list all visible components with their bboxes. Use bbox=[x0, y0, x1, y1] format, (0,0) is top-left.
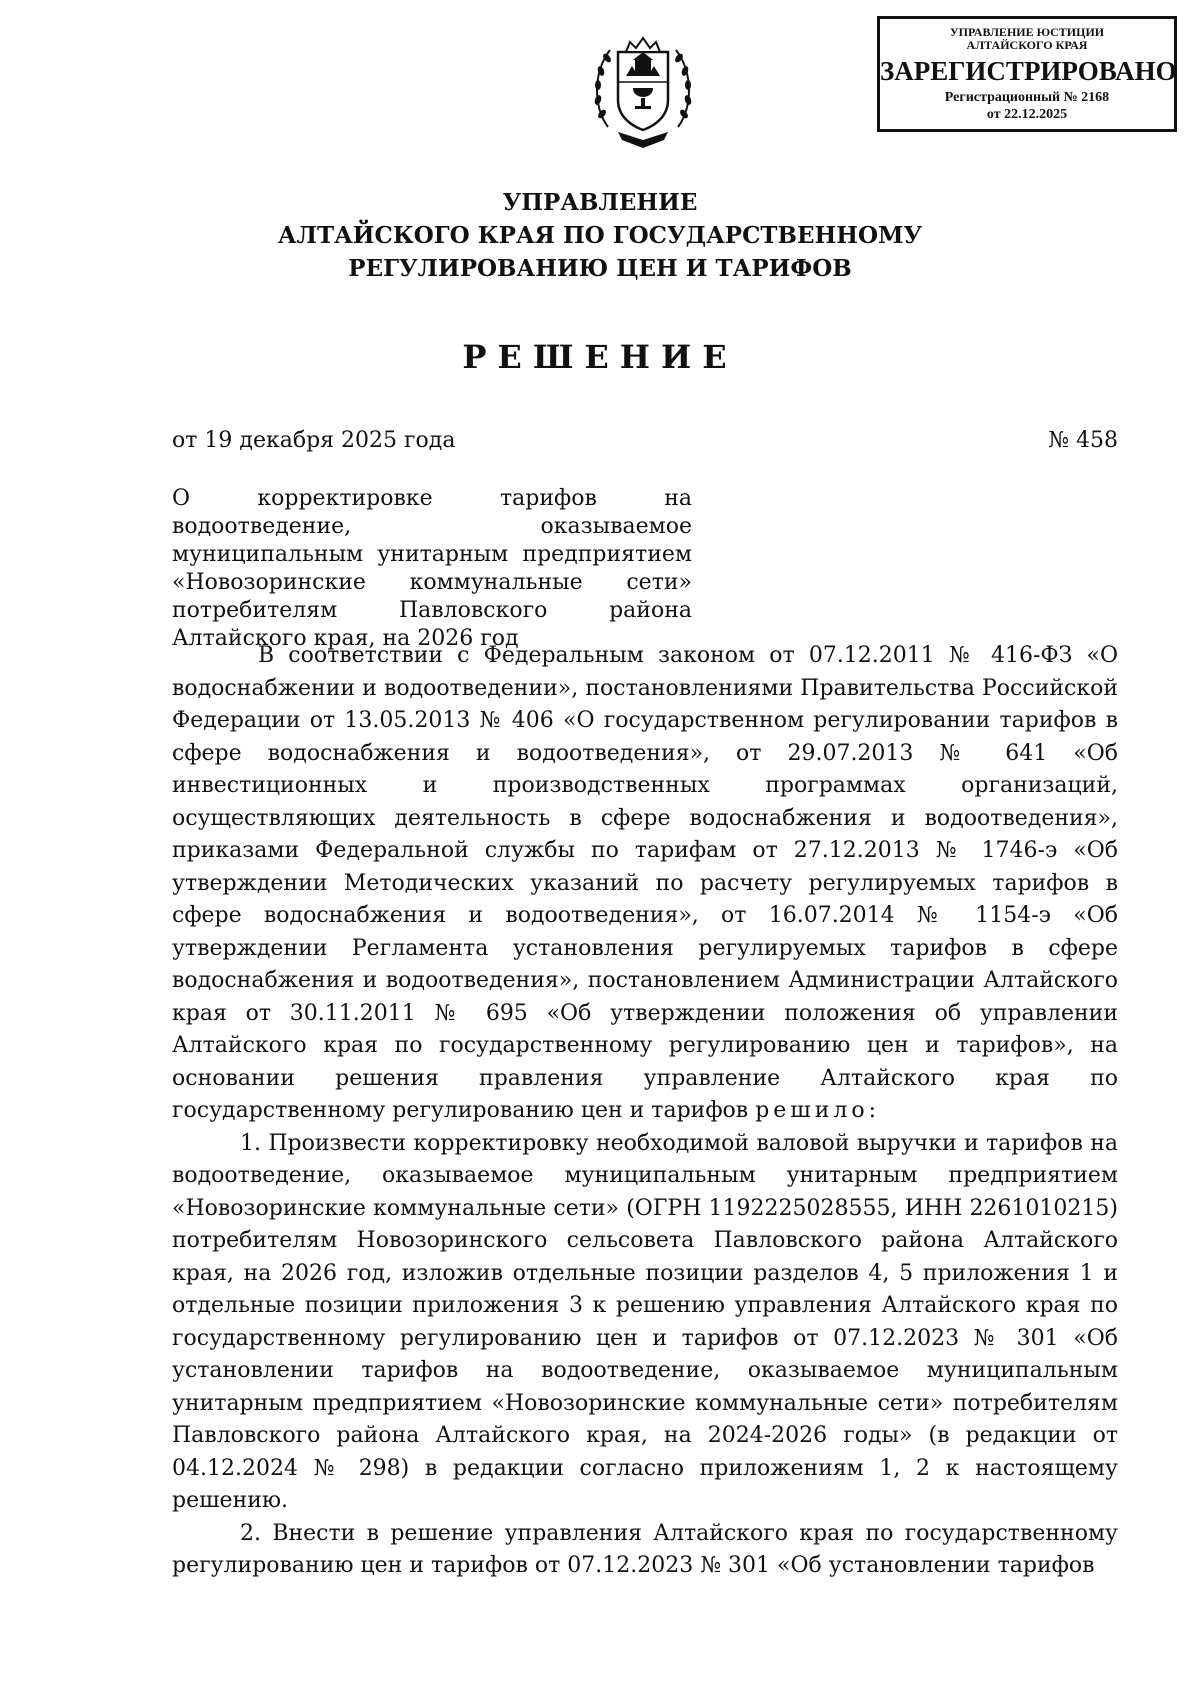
item-1-paragraph: 1. Произвести корректировку необходимой валовой выручки и тарифов на водоотведение, оказываемое муниципальным унитарным предприятием «Новозоринские коммунальные сети» (ОГРН 1192225028555, ИНН 2261010215) потребителям Новозоринского сельсовета Павловского района Алтайского края, на 2026 год, изложив отдельные позиции разделов 4, 5 приложения 1 и отдельные позиции приложения 3 к решению управления Алтайского края по государственному регулированию цен и тарифов от 07.12.2023 № 301 «Об установлении тарифов на водоотведение, оказываемое муниципальным унитарным предприятием «Новозоринские коммунальные сети» потребителям Павловского района Алтайского края, на 2024-2026 годы» (в редакции от 04.12.2024 № 298) в редакции согласно приложениям 1, 2 к настоящему решению. bbox=[172, 1130, 1118, 1513]
decided-word: решило: bbox=[755, 1098, 881, 1123]
stamp-reg-date: от 22.12.2025 bbox=[986, 107, 1068, 122]
item-2-paragraph: 2. Внести в решение управления Алтайского края по государственному регулированию цен и тарифов от 07.12.2023 № 301 «Об установлении тарифов bbox=[172, 1520, 1118, 1578]
org-line-3: РЕГУЛИРОВАНИЮ ЦЕН И ТАРИФОВ bbox=[348, 255, 852, 282]
document-number: № 458 bbox=[1048, 428, 1118, 453]
document-date: от 19 декабря 2025 года bbox=[172, 428, 456, 453]
stamp-status: ЗАРЕГИСТРИРОВАНО bbox=[880, 56, 1177, 86]
preamble-text: В соответствии с Федеральным законом от 07.12.2011 № 416-ФЗ «О водоснабжении и водоотведении», постановлениями Правительства Российской Федерации от 13.05.2013 № 406 «О государственном регулировании тарифов в сфере водоснабжения и водоотведения», от 29.07.2013 № 641 «Об инвестиционных и производственных программах организаций, осуществляющих деятельность в сфере водоснабжения и водоотведения», приказами Федеральной службы по тарифам от 27.12.2013 № 1746-э «Об утверждении Методических указаний по расчету регулируемых тарифов в сфере водоснабжения и водоотведения», от 16.07.2014 № 1154-э «Об утверждении Регламента установления регулируемых тарифов в сфере водоснабжения и водоотведения», постановлением Администрации Алтайского края от 30.11.2011 № 695 «Об утверждении положения об управлении Алтайского края по государственному регулированию цен и тарифов», на основании решения правления управление Алтайского края по государственному регулированию цен и тарифов bbox=[172, 643, 1118, 1123]
stamp-authority-line1: УПРАВЛЕНИЕ ЮСТИЦИИ bbox=[949, 25, 1105, 39]
organization-name bbox=[200, 186, 1000, 285]
document-subject: О корректировке тарифов на водоотведение, оказываемое муниципальным унитарным предприятием «Новозоринские коммунальные сети» потребителям Павловского района Алтайского края, на 2026 год bbox=[172, 486, 692, 651]
stamp-authority-line2: АЛТАЙСКОГО КРАЯ bbox=[966, 38, 1088, 52]
preamble-paragraph bbox=[172, 640, 1118, 1128]
document-body bbox=[172, 640, 1118, 1583]
org-line-2: АЛТАЙСКОГО КРАЯ ПО ГОСУДАРСТВЕННОМУ bbox=[277, 222, 923, 249]
org-line-1: УПРАВЛЕНИЕ bbox=[502, 189, 698, 216]
stamp-reg-number: Регистрационный № 2168 bbox=[944, 90, 1110, 105]
altai-coat-of-arms-icon bbox=[588, 22, 698, 152]
document-type-title: РЕШЕНИЕ bbox=[462, 338, 738, 376]
registration-stamp bbox=[877, 16, 1177, 132]
